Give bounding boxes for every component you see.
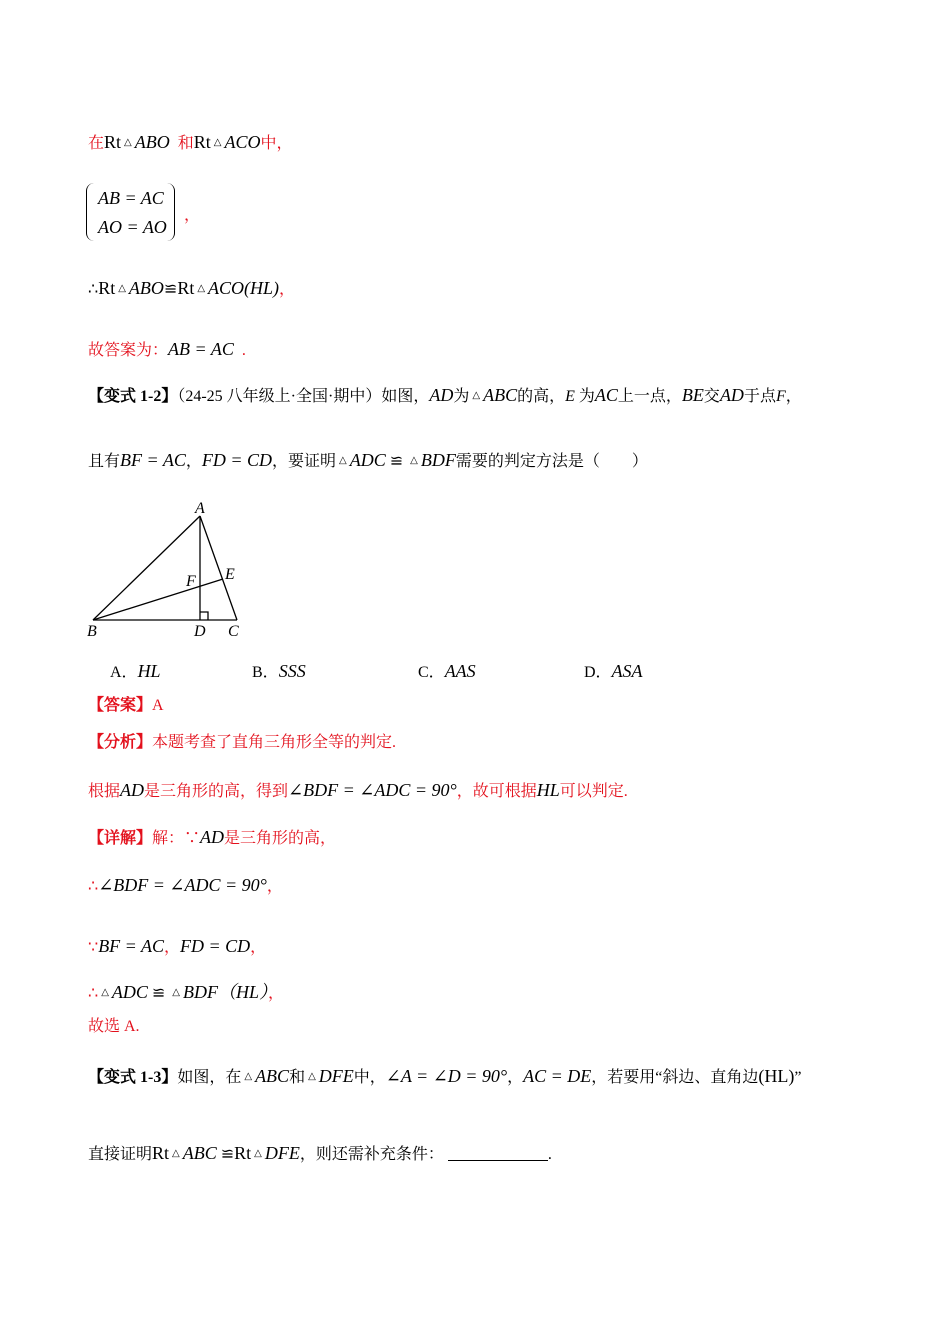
- point: F: [775, 388, 786, 405]
- triangle-name: ADC: [111, 982, 148, 1002]
- triangle-name: BDF: [183, 982, 218, 1002]
- congruent-icon: ≌: [151, 985, 166, 1002]
- segment: BE: [681, 385, 704, 405]
- therefore-icon: ∴: [88, 985, 99, 1002]
- proof-intro: [88, 130, 292, 156]
- system-row-2: AO = AO: [98, 217, 167, 237]
- text: ，: [164, 939, 181, 956]
- triangle-name: BDF: [420, 450, 456, 470]
- answer-label: 故答案为：: [88, 342, 169, 359]
- analysis-label: 【分析】: [88, 734, 153, 751]
- congruent-icon: ≌: [163, 281, 178, 298]
- equation: FD = CD: [201, 450, 272, 470]
- rt-label: Rt: [193, 132, 211, 152]
- side-ab: [93, 516, 200, 620]
- triangle-name: ABO: [128, 278, 164, 298]
- therefore-icon: ∴: [88, 281, 99, 298]
- text: ，: [785, 388, 802, 405]
- segment-be: [93, 579, 223, 620]
- point: E: [565, 388, 575, 405]
- segment: AD: [429, 385, 454, 405]
- triangle-icon: △: [101, 987, 109, 998]
- text: 和: [289, 1069, 306, 1086]
- text: 和: [177, 135, 194, 152]
- option-letter: A．: [110, 664, 138, 681]
- segment: AD: [120, 780, 145, 800]
- text: 中，: [260, 135, 293, 152]
- right-angle-icon: [200, 612, 208, 620]
- equation: BF = AC: [98, 936, 164, 956]
- option-a[interactable]: [110, 659, 161, 682]
- system-tail: ，: [184, 207, 201, 224]
- text: ，则还需补充条件：: [299, 1146, 444, 1163]
- answer-line: [88, 337, 246, 363]
- text: 交: [703, 388, 720, 405]
- text: 需要的判定方法是（ ）: [455, 453, 648, 470]
- label-f: F: [186, 573, 196, 590]
- triangle-figure: [80, 495, 260, 645]
- option-b[interactable]: [252, 659, 306, 682]
- option-value: AAS: [444, 661, 476, 681]
- problem-source: （24-25 八年级上·全国·期中）: [177, 388, 382, 405]
- answer-label: 【答案】: [88, 697, 153, 714]
- equation: AC = DE: [523, 1066, 592, 1086]
- proof-conclusion: [88, 276, 295, 302]
- option-value: SSS: [278, 661, 306, 681]
- congruent-icon: ≌: [389, 453, 404, 470]
- text: 如图，在: [177, 1069, 242, 1086]
- text: 且有: [88, 453, 121, 470]
- label-b: B: [87, 623, 97, 640]
- equation: ∠A = ∠D = 90°: [385, 1066, 508, 1086]
- method: (HL): [244, 278, 280, 298]
- triangle-icon: △: [124, 137, 132, 148]
- triangle-name: ABO: [134, 132, 170, 152]
- answer-value: AB = AC: [168, 339, 234, 359]
- segment: AD: [200, 827, 225, 847]
- method: （HL）: [218, 982, 269, 1002]
- text: ，: [507, 1069, 524, 1086]
- detail-label: 【详解】: [88, 830, 153, 847]
- text: ，故可根据: [456, 783, 537, 800]
- equation: FD = CD: [180, 936, 251, 956]
- triangle-icon: △: [339, 455, 347, 466]
- answer-blank[interactable]: [448, 1144, 548, 1161]
- text: 于点: [743, 388, 776, 405]
- problem-1-2-line-1: [88, 383, 802, 409]
- text: 为: [578, 388, 595, 405]
- equation-system: [86, 183, 186, 245]
- triangle-name: ACO: [208, 278, 245, 298]
- therefore-icon: ∴: [88, 878, 99, 895]
- triangle-name: ABC: [483, 385, 518, 405]
- problem-1-2-line-2: [88, 448, 648, 474]
- option-value: HL: [137, 661, 161, 681]
- text: 直接证明: [88, 1146, 153, 1163]
- analysis-row: [88, 731, 396, 755]
- text: 根据: [88, 783, 121, 800]
- text: ，要证明: [272, 453, 337, 470]
- answer-value: A: [152, 697, 164, 714]
- equation: ∠BDF = ∠ADC = 90°: [98, 875, 267, 895]
- equation: ∠BDF = ∠ADC = 90°: [288, 780, 457, 800]
- triangle-icon: △: [197, 283, 206, 294]
- method: (HL): [758, 1066, 795, 1086]
- label-d: D: [194, 623, 206, 640]
- because-icon: ∵: [88, 939, 99, 956]
- system-row-1: AB = AC: [98, 188, 164, 208]
- text: ，: [185, 453, 202, 470]
- option-letter: C．: [418, 664, 445, 681]
- equation: BF = AC: [120, 450, 186, 470]
- triangle-name: ABC: [182, 1143, 217, 1163]
- triangle-name: ADC: [349, 450, 386, 470]
- method: HL: [536, 780, 560, 800]
- text: ，: [268, 985, 285, 1002]
- text: 可以判定.: [559, 783, 628, 800]
- right-paren: [166, 183, 175, 241]
- answer-row: [88, 694, 164, 718]
- option-d[interactable]: [584, 659, 643, 682]
- triangle-icon: △: [244, 1071, 253, 1082]
- triangle-icon: △: [308, 1071, 316, 1082]
- problem-tag: 【变式 1-2】: [88, 388, 178, 405]
- detail-row: [88, 825, 336, 851]
- left-brace: [86, 183, 95, 241]
- option-value: ASA: [611, 661, 643, 681]
- text: ，: [266, 878, 283, 895]
- triangle-name: DFE: [264, 1143, 300, 1163]
- congruent-icon: ≌: [220, 1146, 235, 1163]
- triangle-icon: △: [172, 987, 180, 998]
- label-e: E: [225, 566, 235, 583]
- text: 如图，: [381, 388, 430, 405]
- problem-1-3-line-1: [88, 1064, 802, 1090]
- text: ，: [250, 939, 267, 956]
- option-letter: B．: [252, 664, 279, 681]
- text: ，若要用“斜边、直角边: [591, 1069, 759, 1086]
- text: 中，: [353, 1069, 386, 1086]
- segment: AD: [719, 385, 744, 405]
- text: 在: [88, 135, 105, 152]
- text: .: [241, 342, 246, 359]
- detail-step-2: [88, 934, 266, 960]
- detail-step-3: [88, 980, 284, 1006]
- detail-step-1: [88, 873, 283, 899]
- triangle-icon: △: [254, 1148, 262, 1159]
- triangle-icon: △: [172, 1148, 180, 1159]
- text: ，: [279, 281, 296, 298]
- triangle-name: DFE: [318, 1066, 354, 1086]
- option-c[interactable]: [418, 659, 476, 682]
- text: 为: [453, 388, 470, 405]
- triangle-icon: △: [472, 390, 481, 401]
- problem-tag: 【变式 1-3】: [88, 1069, 178, 1086]
- text: 是三角形的高，得到: [144, 783, 289, 800]
- triangle-name: ACO: [224, 132, 261, 152]
- rt-label: Rt: [98, 278, 116, 298]
- analysis-detail: [88, 778, 628, 804]
- text: 解：∵: [152, 830, 201, 847]
- rt-label: Rt: [177, 278, 195, 298]
- text: 上一点，: [617, 388, 682, 405]
- rt-label: Rt: [152, 1143, 170, 1163]
- rt-label: Rt: [104, 132, 122, 152]
- triangle-name: ABC: [255, 1066, 290, 1086]
- option-letter: D．: [584, 664, 612, 681]
- text: 的高，: [517, 388, 566, 405]
- label-c: C: [228, 623, 239, 640]
- segment: AC: [594, 385, 618, 405]
- problem-1-3-line-2: [88, 1141, 552, 1167]
- triangle-icon: △: [410, 455, 418, 466]
- triangle-icon: △: [118, 283, 126, 294]
- text: .: [547, 1146, 552, 1163]
- rt-label: Rt: [234, 1143, 252, 1163]
- analysis-text: 本题考查了直角三角形全等的判定.: [152, 734, 397, 751]
- text: 是三角形的高，: [224, 830, 337, 847]
- conclusion: 故选 A.: [88, 1018, 140, 1035]
- label-a: A: [195, 500, 205, 517]
- triangle-icon: △: [213, 137, 222, 148]
- text: ”: [794, 1069, 802, 1086]
